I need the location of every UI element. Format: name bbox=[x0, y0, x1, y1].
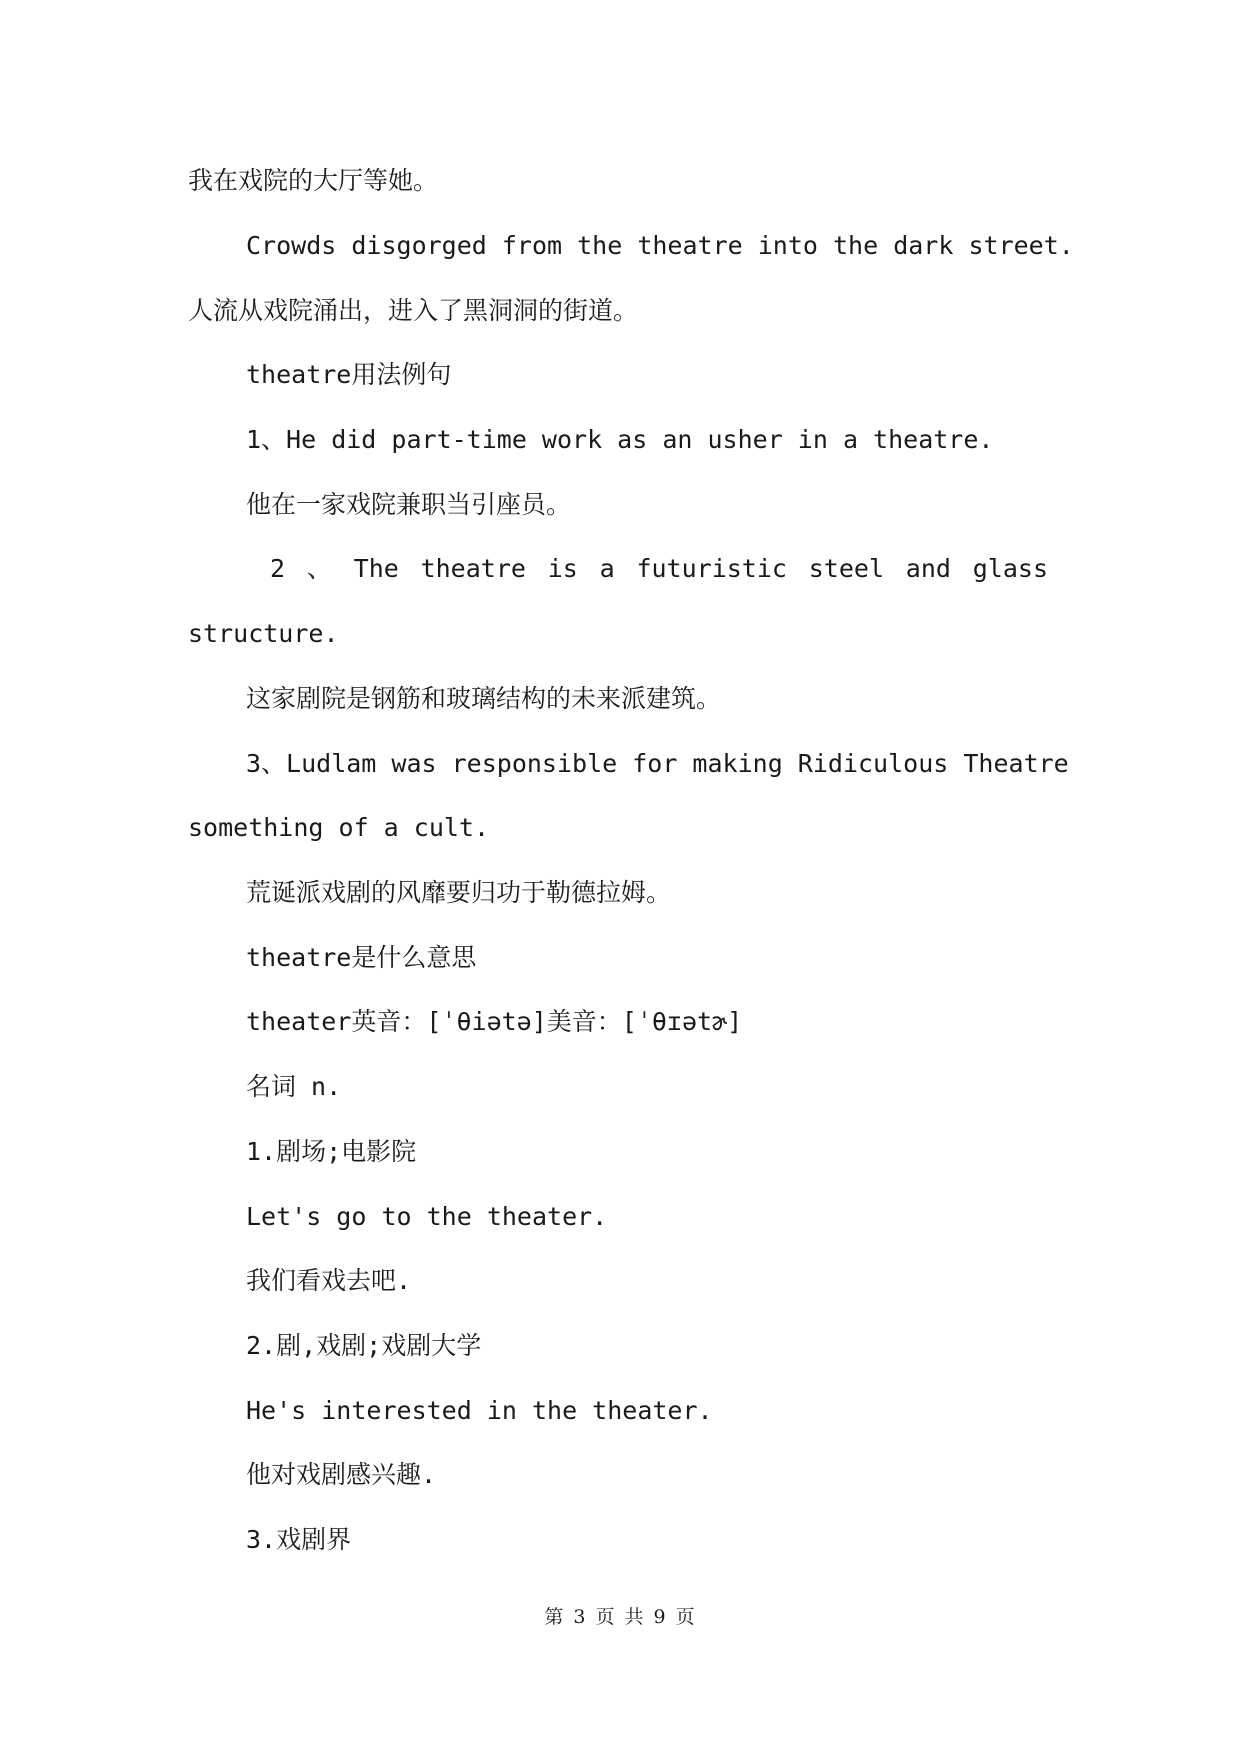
definition-item: 2.剧,戏剧;戏剧大学 bbox=[246, 1331, 482, 1360]
pronunciation-line: theater英音：[ˈθiətə]美音：[ˈθɪətɚ] bbox=[246, 1007, 743, 1036]
part-of-speech: 名词 n. bbox=[246, 1072, 342, 1101]
word: futuristic bbox=[636, 554, 787, 583]
section-heading: theatre是什么意思 bbox=[246, 943, 477, 972]
word: 、 bbox=[306, 554, 332, 583]
paragraph-line: Crowds disgorged from the theatre into the dark street. bbox=[246, 231, 1074, 260]
example-translation: 他在一家戏院兼职当引座员。 bbox=[246, 490, 572, 519]
example-translation: 这家剧院是钢筋和玻璃结构的未来派建筑。 bbox=[246, 684, 722, 713]
example-sentence: structure. bbox=[188, 619, 339, 648]
example-sentence: He's interested in the theater. bbox=[246, 1396, 713, 1425]
word: glass bbox=[972, 554, 1048, 583]
example-sentence bbox=[270, 552, 1048, 586]
paragraph-line: 我在戏院的大厅等她。 bbox=[188, 166, 439, 195]
example-translation: 他对戏剧感兴趣. bbox=[246, 1460, 437, 1489]
example-sentence: something of a cult. bbox=[188, 813, 490, 842]
example-translation: 我们看戏去吧. bbox=[246, 1266, 412, 1295]
word: a bbox=[599, 554, 615, 583]
word: 2 bbox=[270, 554, 286, 583]
definition-item: 3.戏剧界 bbox=[246, 1525, 352, 1554]
word: and bbox=[905, 554, 951, 583]
word: theatre bbox=[420, 554, 526, 583]
example-sentence: 3、Ludlam was responsible for making Ridiculous Theatre bbox=[246, 749, 1069, 778]
definition-item: 1.剧场;电影院 bbox=[246, 1137, 417, 1166]
example-sentence: Let's go to the theater. bbox=[246, 1202, 608, 1231]
page-footer: 第 3 页 共 9 页 bbox=[544, 1606, 697, 1628]
word: is bbox=[547, 554, 578, 583]
section-heading: theatre用法例句 bbox=[246, 360, 452, 389]
example-translation: 荒诞派戏剧的风靡要归功于勒德拉姆。 bbox=[246, 878, 672, 907]
word: steel bbox=[808, 554, 885, 583]
word: The bbox=[353, 554, 399, 583]
example-sentence: 1、He did part-time work as an usher in a theatre. bbox=[246, 425, 994, 454]
paragraph-line: 人流从戏院涌出，进入了黑洞洞的街道。 bbox=[188, 296, 639, 325]
